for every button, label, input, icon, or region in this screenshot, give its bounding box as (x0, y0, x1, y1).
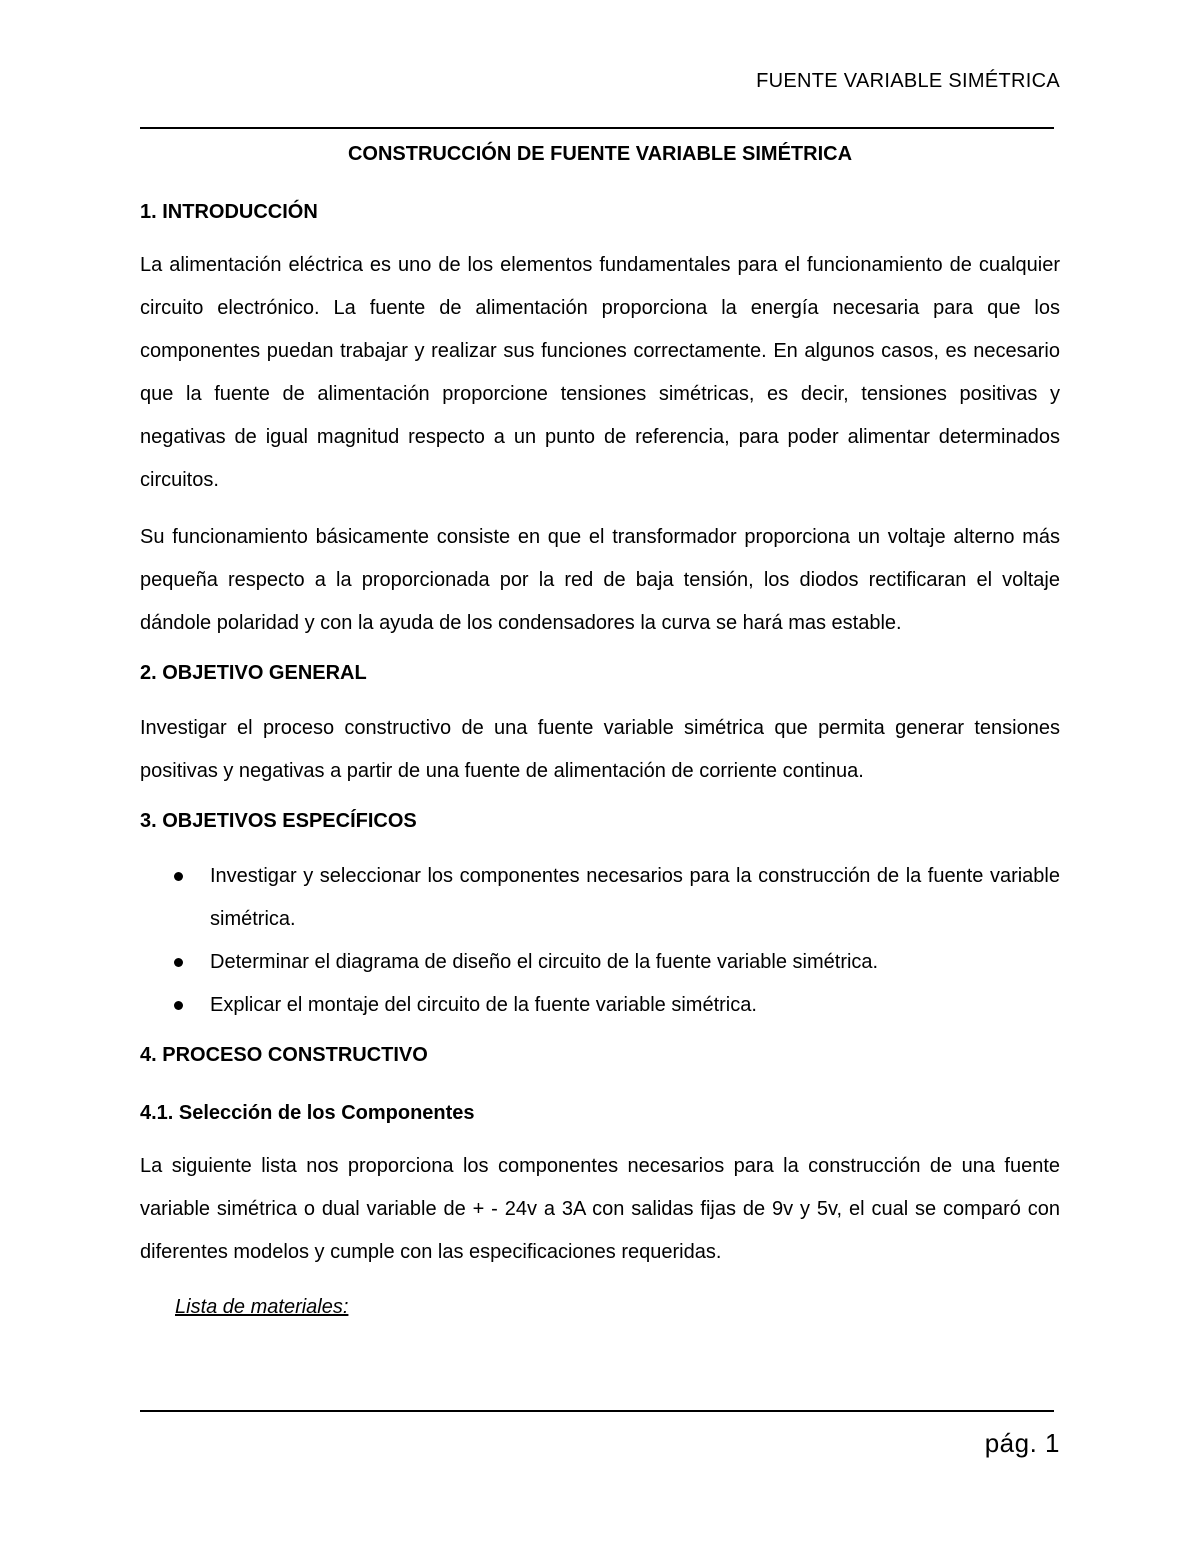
bullet-icon (174, 958, 183, 967)
introduction-paragraph-1: La alimentación eléctrica es uno de los elementos fundamentales para el funcionamiento de cualquier circuito electrónico. La fuente de alimentación proporciona la energía necesaria para que los componentes puedan trabajar y realizar sus funciones correctamente. En algunos casos, es necesario que la fuente de alimentación proporcione tensiones simétricas, es decir, tensiones positivas y negativas de igual magnitud respecto a un punto de referencia, para poder alimentar determinados circuitos. (140, 254, 1060, 491)
section-heading-specific-objectives: 3. OBJETIVOS ESPECÍFICOS (140, 810, 417, 832)
header-rule (140, 127, 1054, 129)
list-item (140, 855, 1060, 941)
page-number: pág. 1 (984, 1428, 1060, 1458)
footer-rule (140, 1410, 1054, 1412)
bullet-icon (174, 872, 183, 881)
section-heading-introduction: 1. INTRODUCCIÓN (140, 201, 318, 223)
document-title: CONSTRUCCIÓN DE FUENTE VARIABLE SIMÉTRICA (347, 143, 853, 165)
page-body (140, 140, 1060, 1329)
general-objective-paragraph: Investigar el proceso constructivo de una fuente variable simétrica que permita generar tensiones positivas y negativas a partir de una fuente de alimentación de corriente continua. (140, 717, 1060, 782)
introduction-paragraph-2: Su funcionamiento básicamente consiste en que el transformador proporciona un voltaje alterno más pequeña respecto a la proporcionada por la red de baja tensión, los diodos rectificaran el voltaje dándole polaridad y con la ayuda de los condensadores la curva se hará mas estable. (140, 526, 1060, 634)
list-item-text: Investigar y seleccionar los componentes necesarios para la construcción de la fuente variable simétrica. (210, 865, 1060, 930)
list-item-text: Determinar el diagrama de diseño el circuito de la fuente variable simétrica. (210, 951, 879, 973)
section-heading-general-objective: 2. OBJETIVO GENERAL (140, 662, 367, 684)
list-item (140, 941, 1060, 984)
running-header: FUENTE VARIABLE SIMÉTRICA (756, 70, 1060, 92)
bullet-icon (174, 1001, 183, 1010)
subsection-heading-component-selection: 4.1. Selección de los Componentes (140, 1102, 475, 1124)
materials-list-label: Lista de materiales: (175, 1296, 349, 1318)
component-selection-paragraph: La siguiente lista nos proporciona los componentes necesarios para la construcción de una fuente variable simétrica o dual variable de + - 24v a 3A con salidas fijas de 9v y 5v, el cual se comparó con diferentes modelos y cumple con las especificaciones requeridas. (140, 1155, 1060, 1263)
section-heading-process: 4. PROCESO CONSTRUCTIVO (140, 1044, 428, 1066)
list-item (140, 984, 1060, 1027)
specific-objectives-list (140, 855, 1060, 1027)
list-item-text: Explicar el montaje del circuito de la fuente variable simétrica. (210, 994, 757, 1016)
